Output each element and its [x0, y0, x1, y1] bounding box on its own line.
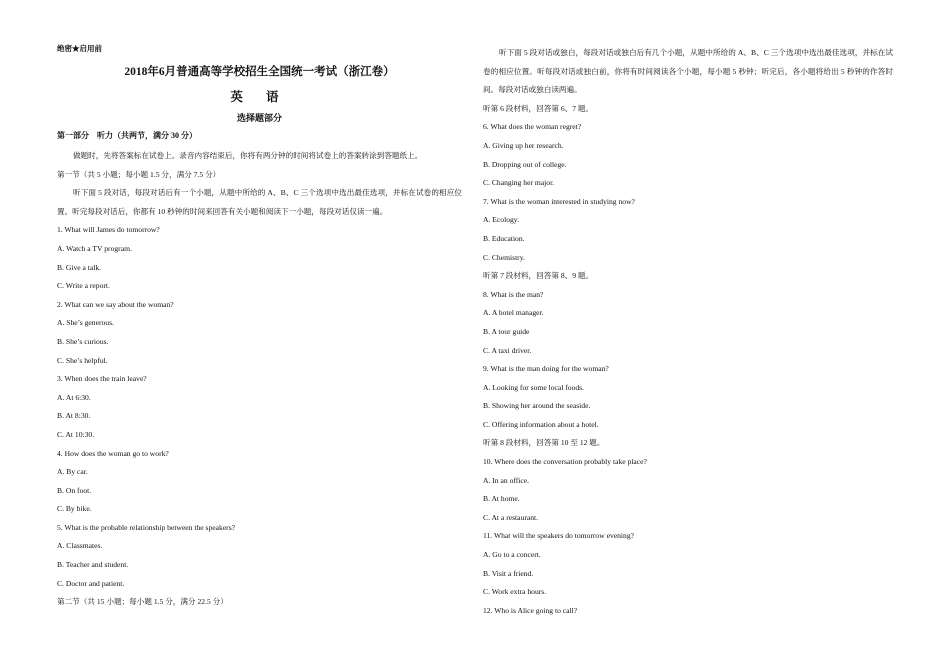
question-line: C. Doctor and patient. — [57, 578, 125, 588]
part-title: 选择题部分 — [236, 113, 282, 123]
question-line: B. Education. — [483, 233, 525, 243]
section1-instructions: 听下面 5 段对话，每段对话后有一个小题，从题中所给的 A、B、C 三个选项中选出最佳选项，并标在试卷的相应位置。听完每段对话后，你都有 10 秒钟的时间来回答有关小题和阅读下一小题，每段对话仅读一遍。 — [57, 188, 462, 216]
question-line: A. Go to a concert. — [483, 550, 541, 560]
section2-instructions: 听下面 5 段对话或独白，每段对话或独白后有几个小题，从题中所给的 A、B、C 三个选项中选出最佳选项，并标在试卷的相应位置。听每段对话或独白前，你将有时间阅读各个小题，每小题 5 秒钟；听完后，各小题将给出 5 秒钟的作答时间。每段对话或独白读两遍。 — [483, 48, 893, 95]
question-line: B. She’s curious. — [57, 336, 109, 346]
question-line: 7. What is the woman interested in studying now? — [483, 196, 635, 206]
question-line: 2. What can we say about the woman? — [57, 299, 174, 309]
section1-heading: 第一节（共 5 小题；每小题 1.5 分，满分 7.5 分） — [57, 169, 221, 179]
question-line: C. Offering information about a hotel. — [483, 419, 599, 429]
question-line: C. A taxi driver. — [483, 345, 532, 355]
question-line: B. Teacher and student. — [57, 560, 129, 570]
question-line: A. A hotel manager. — [483, 308, 544, 318]
question-line: C. Changing her major. — [483, 178, 555, 188]
question-line: 听第 8 段材料，回答第 10 至 12 题。 — [483, 438, 605, 448]
question-line: 5. What is the probable relationship between the speakers? — [57, 522, 236, 532]
question-line: B. On foot. — [57, 485, 92, 495]
question-line: B. A tour guide — [483, 326, 530, 336]
question-line: A. In an office. — [483, 475, 530, 485]
intro-paragraph: 做题时，先将答案标在试卷上。录音内容结束后，你将有两分钟的时间将试卷上的答案转涂到答题纸上。 — [73, 151, 423, 160]
question-line: 12. Who is Alice going to call? — [483, 605, 578, 615]
question-line: B. At 8:30. — [57, 411, 91, 421]
question-line: 1. What will James do tomorrow? — [57, 225, 160, 235]
question-line: 听第 7 段材料，回答第 8、9 题。 — [483, 271, 594, 281]
question-line: B. At home. — [483, 494, 520, 504]
question-line: C. By bike. — [57, 504, 92, 514]
question-line: A. Ecology. — [483, 215, 519, 225]
question-line: 8. What is the man? — [483, 289, 544, 299]
section-heading: 第一部分 听力（共两节，满分 30 分） — [57, 131, 197, 140]
left-column — [57, 44, 462, 612]
confidential-mark: 绝密★启用前 — [57, 44, 102, 53]
question-line: 9. What is the man doing for the woman? — [483, 364, 609, 374]
question-line: C. Chemistry. — [483, 252, 525, 262]
question-line: B. Dropping out of college. — [483, 159, 567, 169]
question-line: C. Work extra hours. — [483, 587, 547, 597]
question-line: A. Giving up her research. — [483, 140, 564, 150]
question-line: 6. What does the woman regret? — [483, 122, 582, 132]
exam-title: 2018年6月普通高等学校招生全国统一考试（浙江卷） — [124, 66, 395, 78]
question-line: A. Watch a TV program. — [57, 243, 132, 253]
question-line: A. Looking for some local foods. — [483, 382, 585, 392]
question-line: 4. How does the woman go to work? — [57, 448, 169, 458]
question-line: C. At a restaurant. — [483, 512, 539, 522]
question-line: B. Showing her around the seaside. — [483, 401, 591, 411]
question-line: C. At 10:30. — [57, 429, 95, 439]
right-question-list — [483, 100, 893, 621]
question-line: 10. Where does the conversation probably take place? — [483, 457, 647, 467]
right-column — [483, 44, 893, 620]
left-question-list — [57, 221, 462, 611]
question-line: B. Give a talk. — [57, 262, 102, 272]
question-line: B. Visit a friend. — [483, 568, 534, 578]
question-line: A. She’s generous. — [57, 318, 114, 328]
question-line: C. Write a report. — [57, 281, 110, 291]
question-line: 3. When does the train leave? — [57, 374, 147, 384]
question-line: A. Classmates. — [57, 541, 103, 551]
question-line: A. By car. — [57, 467, 88, 477]
question-line: 11. What will the speakers do tomorrow evening? — [483, 531, 634, 541]
question-line: C. She’s helpful. — [57, 355, 108, 365]
question-line: 听第 6 段材料，回答第 6、7 题。 — [483, 103, 594, 113]
subject-title: 英 语 — [230, 90, 289, 104]
question-line: A. At 6:30. — [57, 392, 91, 402]
question-line: 第二节（共 15 小题；每小题 1.5 分，满分 22.5 分） — [57, 597, 228, 607]
